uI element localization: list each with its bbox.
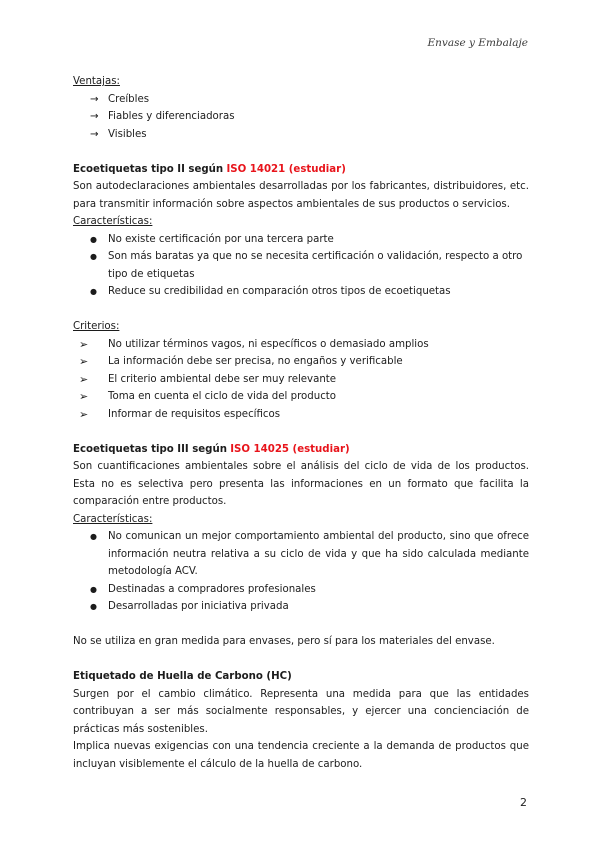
list-item: ● No comunican un mejor comportamiento ambiental del producto, sino que ofrece información neutra relativa a su ciclo de vida y que ha sido calculada mediante metodología ACV. [73, 528, 529, 581]
paragraph-note: No se utiliza en gran medida para envases, pero sí para los materiales del envase. [73, 636, 495, 647]
list-item: → Creíbles [73, 91, 529, 109]
bullet-icon: ● [90, 287, 97, 296]
list-item: → Fiables y diferenciadoras [73, 108, 529, 126]
criterios-title: Criterios: [73, 321, 120, 332]
list-item: ➢ La información debe ser precisa, no engaños y verificable [73, 353, 529, 371]
bullet-icon: ● [90, 584, 97, 594]
arrowhead-icon: ➢ [79, 390, 89, 403]
ventajas-title: Ventajas: [73, 76, 120, 87]
page-number: 2 [520, 796, 527, 809]
iso-link-14021: ISO 14021 (estudiar) [226, 163, 346, 175]
caracteristicas-title: Características: [73, 513, 153, 525]
page-header: Envase y Embalaje [427, 37, 528, 49]
arrow-icon: → [90, 111, 99, 122]
list-item: ➢ Toma en cuenta el ciclo de vida del producto [73, 388, 529, 406]
arrowhead-icon: ➢ [79, 372, 89, 386]
paragraph: Son autodeclaraciones ambientales desarrolladas por los fabricantes, distribuidores, etc. para transmitir información sobre aspectos ambientales de sus productos o servicios. [73, 181, 529, 210]
paragraph: Son cuantificaciones ambientales sobre el análisis del ciclo de vida de los productos. Esta no es selectiva pero presenta las informaciones en un formato que facilita la comparación entre productos. [73, 461, 529, 507]
paragraph: Surgen por el cambio climático. Representa una medida para que las entidades contribuyan a ser más socialmente responsables, y ejercer una concienciación de prácticas más sostenibles. [73, 688, 529, 735]
list-item: ➢ No utilizar términos vagos, ni específicos o demasiado amplios [73, 336, 529, 354]
list-item: ● No existe certificación por una tercera parte [73, 231, 529, 249]
section-heading-huella: Etiquetado de Huella de Carbono (HC) [73, 671, 292, 682]
bullet-icon: ● [90, 252, 97, 261]
caracteristicas-title: Características: [73, 216, 153, 227]
bullet-icon: ● [90, 532, 97, 541]
list-item: ● Reduce su credibilidad en comparación otros tipos de ecoetiquetas [73, 283, 529, 301]
arrowhead-icon: ➢ [79, 407, 89, 421]
bullet-icon: ● [90, 234, 97, 244]
paragraph: Implica nuevas exigencias con una tendencia creciente a la demanda de productos que incluyan visiblemente el cálculo de la huella de carbono. [73, 741, 529, 770]
iso-link-14025: ISO 14025 (estudiar) [230, 443, 350, 455]
arrowhead-icon: ➢ [79, 355, 89, 368]
list-item: ● Desarrolladas por iniciativa privada [73, 598, 529, 616]
list-item: ➢ El criterio ambiental debe ser muy relevante [73, 371, 529, 389]
arrow-icon: → [90, 93, 99, 105]
bullet-icon: ● [90, 602, 97, 611]
list-item: → Visibles [73, 126, 529, 144]
section-heading-tipo3: Ecoetiquetas tipo III según ISO 14025 (estudiar) [73, 443, 350, 455]
section-heading-tipo2: Ecoetiquetas tipo II según ISO 14021 (estudiar) [73, 163, 346, 175]
list-item: ● Son más baratas ya que no se necesita certificación o validación, respecto a otro tipo de etiquetas [73, 248, 529, 283]
list-item: ➢ Informar de requisitos específicos [73, 406, 529, 424]
arrow-icon: → [90, 128, 99, 140]
page-content [73, 73, 529, 773]
arrowhead-icon: ➢ [79, 337, 89, 351]
list-item: ● Destinadas a compradores profesionales [73, 581, 529, 599]
